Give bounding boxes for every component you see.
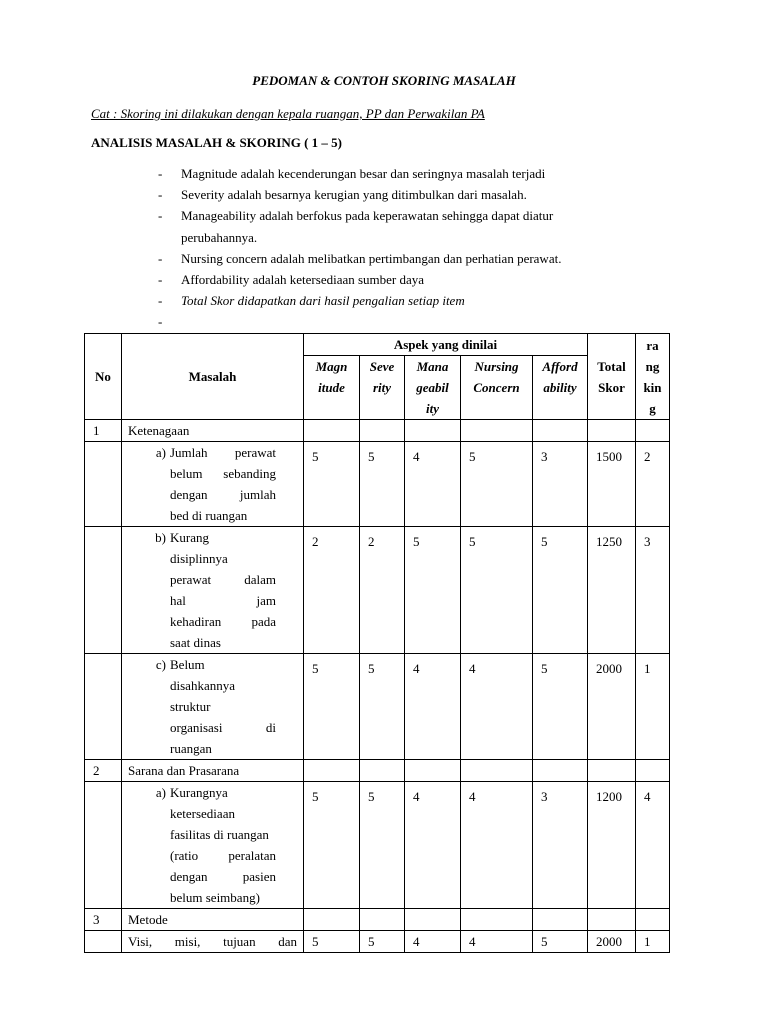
score-affordability: 3 xyxy=(533,442,588,527)
header-total-skor xyxy=(588,334,636,420)
score-manageability: 4 xyxy=(405,782,461,909)
score-severity: 5 xyxy=(360,654,405,760)
group-row xyxy=(85,420,670,442)
score-nursing-concern: 4 xyxy=(461,654,533,760)
header-line: Nursing xyxy=(474,359,519,374)
problem-line: Kurangnya xyxy=(170,785,228,800)
problem-line: perawat dalam xyxy=(170,572,276,587)
problem-line: disiplinnya xyxy=(170,551,228,566)
group-title: Ketenagaan xyxy=(122,420,304,442)
header-line: Seve xyxy=(369,359,395,374)
bullet-text: Manageability adalah berfokus pada keperawatan sehingga dapat diatur xyxy=(181,208,554,223)
score-affordability: 5 xyxy=(533,931,588,953)
score-severity: 5 xyxy=(360,931,405,953)
score-ranking: 1 xyxy=(636,654,670,760)
empty-cell xyxy=(360,420,405,442)
bullet-item xyxy=(158,184,527,205)
bullet-item xyxy=(158,205,553,226)
empty-cell xyxy=(85,527,122,654)
header-line: Total xyxy=(597,358,626,374)
bullet-continuation xyxy=(158,227,257,248)
item-label: c) xyxy=(155,657,166,672)
score-ranking: 3 xyxy=(636,527,670,654)
problem-line: belum sebanding xyxy=(170,466,276,481)
score-ranking: 4 xyxy=(636,782,670,909)
header-masalah: Masalah xyxy=(122,334,304,420)
empty-cell xyxy=(636,760,670,782)
bullet-dash: - xyxy=(158,187,163,202)
empty-cell xyxy=(360,760,405,782)
score-ranking: 2 xyxy=(636,442,670,527)
bullet-text: Affordability adalah ketersediaan sumber daya xyxy=(181,272,425,287)
header-line: Skor xyxy=(598,379,625,395)
item-label: a) xyxy=(155,445,166,460)
table-row xyxy=(85,931,670,953)
bullet-dash: - xyxy=(158,314,163,329)
score-severity: 2 xyxy=(360,527,405,654)
bullet-item xyxy=(158,248,561,269)
empty-cell xyxy=(405,909,461,931)
bullet-dash: - xyxy=(158,293,163,308)
problem-line: ruangan xyxy=(170,741,212,756)
score-total: 1250 xyxy=(588,527,636,654)
group-no: 2 xyxy=(85,760,122,782)
bullet-dash: - xyxy=(158,251,163,266)
problem-line: Visi, misi, tujuan dan xyxy=(128,934,297,949)
bullet-item xyxy=(158,290,465,311)
problem-line: dengan pasien xyxy=(170,869,276,884)
empty-cell xyxy=(636,420,670,442)
header-line: g xyxy=(649,400,656,416)
problem-line: ketersediaan xyxy=(170,806,235,821)
header-line: ability xyxy=(543,380,577,395)
empty-cell xyxy=(405,420,461,442)
group-row xyxy=(85,760,670,782)
table-row xyxy=(85,654,670,760)
score-ranking: 1 xyxy=(636,931,670,953)
problem-line: Jumlah perawat xyxy=(170,445,276,460)
empty-cell xyxy=(461,909,533,931)
problem-line: kehadiran pada xyxy=(170,614,276,629)
header-no: No xyxy=(85,334,122,420)
header-magnitude xyxy=(304,356,360,420)
score-manageability: 4 xyxy=(405,654,461,760)
score-magnitude: 2 xyxy=(304,527,360,654)
score-total: 2000 xyxy=(588,654,636,760)
score-total: 1500 xyxy=(588,442,636,527)
group-no: 1 xyxy=(85,420,122,442)
empty-cell xyxy=(533,909,588,931)
empty-cell xyxy=(461,420,533,442)
table-row xyxy=(85,782,670,909)
header-affordability xyxy=(533,356,588,420)
bullet-dash: - xyxy=(158,272,163,287)
problem-line: struktur xyxy=(170,699,211,714)
score-magnitude: 5 xyxy=(304,654,360,760)
score-nursing-concern: 5 xyxy=(461,527,533,654)
group-title: Metode xyxy=(122,909,304,931)
problem-cell xyxy=(122,654,304,760)
problem-line: disahkannya xyxy=(170,678,235,693)
empty-cell xyxy=(85,442,122,527)
header-line: Concern xyxy=(473,380,520,395)
problem-cell xyxy=(122,442,304,527)
group-row xyxy=(85,909,670,931)
scoring-table xyxy=(84,333,670,953)
problem-line: organisasi di xyxy=(170,720,276,735)
group-no: 3 xyxy=(85,909,122,931)
score-manageability: 4 xyxy=(405,442,461,527)
table-row xyxy=(85,527,670,654)
empty-cell xyxy=(588,909,636,931)
score-affordability: 5 xyxy=(533,654,588,760)
problem-line: bed di ruangan xyxy=(170,508,248,523)
score-affordability: 5 xyxy=(533,527,588,654)
header-line: Magn xyxy=(315,359,348,374)
bullet-text: Nursing concern adalah melibatkan pertimbangan dan perhatian perawat. xyxy=(181,251,562,266)
header-ranking xyxy=(636,334,670,420)
empty-cell xyxy=(85,782,122,909)
document-title: PEDOMAN & CONTOH SKORING MASALAH xyxy=(252,73,516,88)
score-affordability: 3 xyxy=(533,782,588,909)
header-severity xyxy=(360,356,405,420)
score-total: 1200 xyxy=(588,782,636,909)
empty-cell xyxy=(85,931,122,953)
score-nursing-concern: 4 xyxy=(461,931,533,953)
score-magnitude: 5 xyxy=(304,782,360,909)
empty-cell xyxy=(636,909,670,931)
problem-line: fasilitas di ruangan xyxy=(170,827,269,842)
problem-line: hal jam xyxy=(170,593,276,608)
problem-line: saat dinas xyxy=(170,635,221,650)
problem-line: Kurang xyxy=(170,530,209,545)
problem-cell xyxy=(122,782,304,909)
header-line: itude xyxy=(318,380,345,395)
problem-line: Belum xyxy=(170,657,205,672)
empty-cell xyxy=(405,760,461,782)
score-manageability: 4 xyxy=(405,931,461,953)
score-nursing-concern: 4 xyxy=(461,782,533,909)
empty-cell xyxy=(304,909,360,931)
empty-cell xyxy=(533,420,588,442)
bullet-dash: - xyxy=(158,166,163,181)
header-aspek: Aspek yang dinilai xyxy=(304,334,588,356)
note-text: Cat : Skoring ini dilakukan dengan kepala ruangan, PP dan Perwakilan PA xyxy=(91,106,485,121)
empty-cell xyxy=(588,420,636,442)
header-line: ra xyxy=(646,337,659,353)
empty-cell xyxy=(588,760,636,782)
item-label: b) xyxy=(155,530,166,545)
problem-cell xyxy=(122,527,304,654)
item-label: a) xyxy=(155,785,166,800)
score-nursing-concern: 5 xyxy=(461,442,533,527)
score-severity: 5 xyxy=(360,782,405,909)
problem-line: dengan jumlah xyxy=(170,487,276,502)
score-severity: 5 xyxy=(360,442,405,527)
bullet-item xyxy=(158,163,545,184)
problem-cell xyxy=(122,931,304,953)
bullet-text: Severity adalah besarnya kerugian yang ditimbulkan dari masalah. xyxy=(181,187,527,202)
header-manageability xyxy=(405,356,461,420)
score-magnitude: 5 xyxy=(304,931,360,953)
bullet-text: Magnitude adalah kecenderungan besar dan seringnya masalah terjadi xyxy=(181,166,546,181)
empty-cell xyxy=(85,654,122,760)
header-line: Afford xyxy=(542,359,578,374)
bullet-item xyxy=(158,269,424,290)
table-row xyxy=(85,442,670,527)
empty-cell xyxy=(461,760,533,782)
section-heading: ANALISIS MASALAH & SKORING ( 1 – 5) xyxy=(91,135,342,150)
header-line: geabil xyxy=(416,380,449,395)
empty-cell xyxy=(360,909,405,931)
empty-cell xyxy=(304,420,360,442)
header-nursing-concern xyxy=(461,356,533,420)
score-magnitude: 5 xyxy=(304,442,360,527)
bullet-item-empty xyxy=(158,311,181,332)
problem-line: (ratio peralatan xyxy=(170,848,276,863)
bullet-text: Total Skor didapatkan dari hasil pengalian setiap item xyxy=(181,293,465,308)
group-title: Sarana dan Prasarana xyxy=(122,760,304,782)
empty-cell xyxy=(304,760,360,782)
bullet-dash: - xyxy=(158,208,163,223)
problem-line: belum seimbang) xyxy=(170,890,260,905)
score-manageability: 5 xyxy=(405,527,461,654)
bullet-text: perubahannya. xyxy=(181,230,258,245)
header-line: rity xyxy=(372,380,392,395)
header-line: kin xyxy=(643,379,662,395)
header-line: ng xyxy=(645,358,660,374)
header-line: ity xyxy=(426,401,439,416)
empty-cell xyxy=(533,760,588,782)
score-total: 2000 xyxy=(588,931,636,953)
header-line: Mana xyxy=(416,359,449,374)
